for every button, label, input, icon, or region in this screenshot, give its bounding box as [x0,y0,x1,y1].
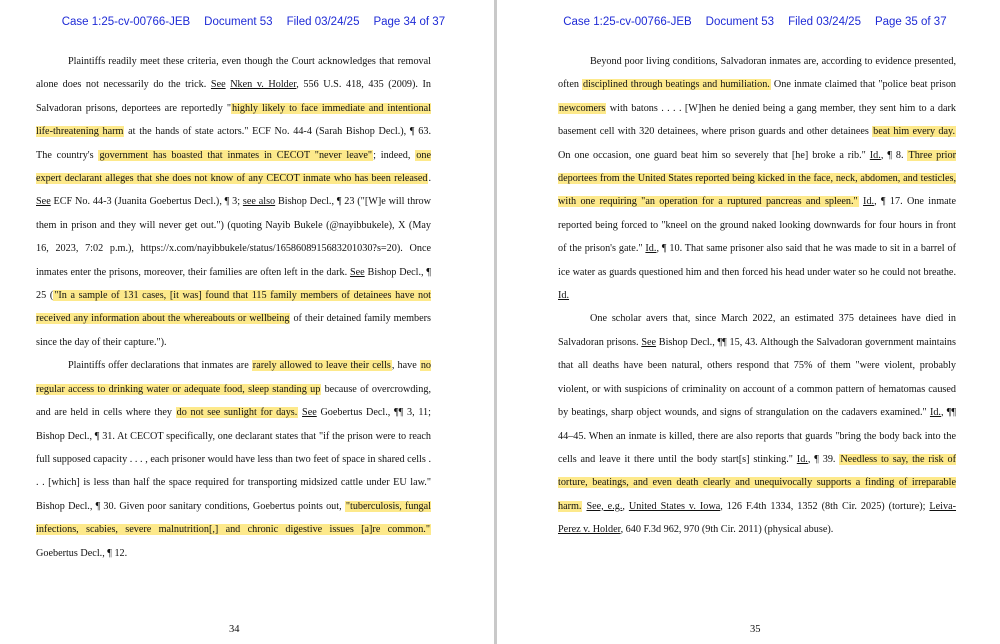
paragraph [558,307,956,541]
filed-date: Filed 03/24/25 [286,16,360,28]
text-run: because of overcrowding, and are held in cells where they [36,383,431,419]
highlight: highly likely to face immediate and intentional life-threatening harm [36,102,431,138]
citation-id: Id. [863,196,875,208]
citation-id: Id. [558,290,570,302]
highlight: beat him every day. [873,126,955,138]
citation-signal: See, e.g. [586,500,623,512]
highlight: disciplined through beatings and humiliation. [583,79,770,91]
text-run: On one occasion, one guard beat him so severely that [he] broke a rib." [558,149,870,161]
document-page-34 [0,0,494,644]
highlight: Needless to say, the risk of torture, beatings, and even death clearly and unequivocally supports a finding of irreparable harm. [558,453,956,512]
text-run: Plaintiffs readily meet these criteria, even though the Court acknowledges that removal alone does not necessarily do the trick. [36,56,431,91]
text-run: Beyond poor living conditions, Salvadoran inmates are, according to evidence presented, often [558,56,956,91]
highlight: rarely allowed to leave their cells [252,360,391,372]
case-citation: Nken v. Holder [230,79,297,91]
text-run: , ¶ 8. [880,149,908,161]
highlight: "In a sample of 131 cases, [it was] found that 115 family members of detainees have not received any information about the whereabouts or wellbeing [36,290,431,325]
paragraph [36,50,431,354]
citation-id: Id. [929,407,941,419]
paragraph [558,50,956,307]
document-number: Document 53 [204,16,273,28]
citation-signal: See [36,196,51,208]
case-number: Case 1:25-cv-00766-JEB [61,16,191,28]
page-count: Page 34 of 37 [373,16,446,28]
citation-id: Id. [645,243,657,255]
citation-signal: See [641,336,657,348]
text-run: , [622,500,629,512]
text-run: , ¶ 39. [807,453,840,465]
case-citation: Leiva-Perez v. Holder [558,500,957,536]
page-header [497,4,1000,40]
text-run: at the hands of state actors." ECF No. 44-4 (Sarah Bishop Decl.), ¶ 63. The country's [36,126,431,161]
text-run: , ¶¶ 44–45. When an inmate is killed, there are also reports that guards "bring the body back into the cells and leave it there until the body start[s] stinking." [558,407,957,465]
text-run: , ¶ 17. One inmate reported being forced to "kneel on the ground naked looking downwards for four hours in front of the prison's gate." [558,196,957,255]
text-run: Goebertus Decl., ¶ 12. [36,547,128,559]
text-run: , ¶ 10. That same prisoner also said that he was made to sit in a barrel of ice water as guards questioned him and then forced his head under water so he could not breathe. [558,243,956,278]
text-run: , have [391,360,420,372]
page-header [0,4,494,40]
highlight: no regular access to drinking water or adequate food, sleep standing up [36,360,431,395]
text-run: , 556 U.S. 418, 435 (2009). In Salvadoran prisons, deportees are reportedly " [36,79,432,114]
text-run: ; indeed, [373,149,416,161]
text-run: Bishop Decl., ¶ 23 ("[W]e will throw them in prison and they will never get out.") (quoting Nayib Bukele (@nayibbukele), X (May 16, 2023, 7:02 p.m.), https://x.com/nayibbukele/status/1658608915683201030?s=20). Once inmates enter the prisons, moreover, their families are often left in the dark. [36,196,432,278]
page-count: Page 35 of 37 [874,16,947,28]
highlight: "tuberculosis, fungal infections, scabies, severe malnutrition[,] and chronic digestive issues [a]re common." [36,500,432,536]
citation-id: Id. [796,453,808,465]
document-number: Document 53 [705,16,775,28]
filed-date: Filed 03/24/25 [788,16,861,28]
citation-signal: See [349,266,365,278]
text-run: ECF No. 44-3 (Juanita Goebertus Decl.), ¶ 3; [50,196,243,208]
page-number: 34 [229,624,240,635]
citation-signal: See [302,407,317,419]
text-run: Bishop Decl., ¶¶ 15, 43. Although the Salvadoran government maintains that all deaths have been natural, others respond that 75% of them "were violent, probably violent, or with suspicions of criminality on account of a common pattern of hematomas caused by beatings, sharp object wounds, and signs of strangulation on the cadavers examined." [558,336,956,419]
page-body-35 [558,50,956,542]
text-run: Plaintiffs offer declarations that inmates are [68,360,252,372]
paragraph [36,354,431,565]
citation-signal: See [210,79,226,91]
highlight: one expert declarant alleges that she does not know of any CECOT inmate who has been released [36,149,431,185]
highlight: government has boasted that inmates in CECOT "never leave" [99,149,373,161]
page-body [36,50,431,565]
text-run: of their detained family members since the day of their capture."). [36,313,431,348]
case-number: Case 1:25-cv-00766-JEB [563,16,692,28]
case-citation: United States v. Iowa [628,500,721,512]
text-run: One inmate claimed that "police beat prison [770,79,957,91]
text-run: with batons . . . . [W]hen he denied being a gang member, they sent him to a dark basement cell with 320 detainees, where prison guards and other detainees [558,102,956,138]
text-run: One scholar avers that, since March 2022, an estimated 375 detainees have died in Salvadoran prisons. [558,313,956,348]
page-number: 35 [750,624,761,635]
text-run: Bishop Decl., ¶ 25 ( [36,266,432,302]
highlight: Three prior deportees from the United States reported being kicked in the face, neck, abdomen, and testicles, with one requiring "an operation for a ruptured pancreas and spleen." [558,149,956,208]
citation-id: Id. [869,149,881,161]
text-run: Goebertus Decl., ¶¶ 3, 11; Bishop Decl., ¶ 31. At CECOT specifically, one declarant states that "if the prison were to reach full supposed capacity . . . , each prisoner would have less than two feet of space in shared cells . . . [which] is less than half the space required for transporting midsized cattle under EU law." Bishop Decl., ¶ 30. Given poor sanitary conditions, Goebertus points out, [36,407,431,512]
text-run: . [428,173,431,185]
highlight: do not see sunlight for days. [176,407,298,419]
text-run: , 126 F.4th 1334, 1352 (8th Cir. 2025) (torture); [720,500,930,512]
highlight: newcomers [559,102,606,114]
citation-signal: see also [242,196,276,208]
text-run: , 640 F.3d 962, 970 (9th Cir. 2011) (physical abuse). [620,524,834,536]
